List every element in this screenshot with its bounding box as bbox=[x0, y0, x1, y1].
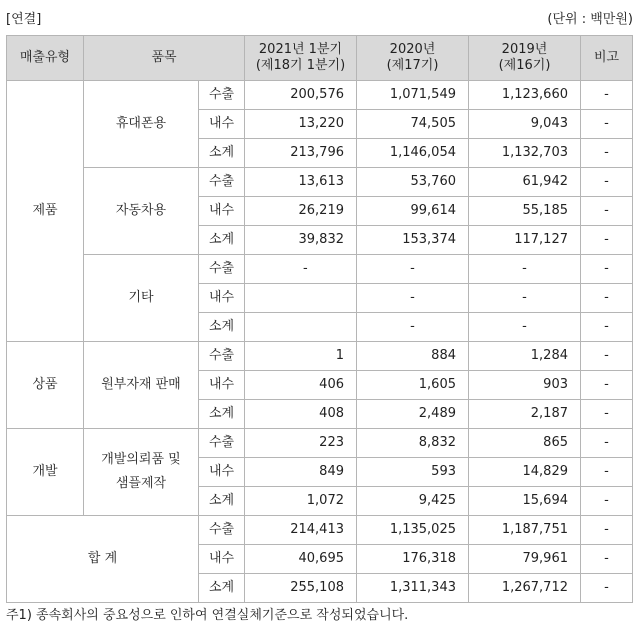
note-value: - bbox=[581, 110, 633, 139]
value-2020: 884 bbox=[357, 342, 469, 371]
value-2019: 79,961 bbox=[469, 545, 581, 574]
value-2020: 176,318 bbox=[357, 545, 469, 574]
value-2021q1: 849 bbox=[245, 458, 357, 487]
value-2021q1: 39,832 bbox=[245, 226, 357, 255]
value-2020: 1,135,025 bbox=[357, 516, 469, 545]
note-value: - bbox=[581, 458, 633, 487]
value-2019: 1,267,712 bbox=[469, 574, 581, 603]
table-row bbox=[7, 342, 633, 371]
value-2021q1 bbox=[245, 284, 357, 313]
value-2021q1: 408 bbox=[245, 400, 357, 429]
col-header-note: 비고 bbox=[581, 36, 633, 81]
sub-type: 수출 bbox=[199, 429, 245, 458]
value-2020: 53,760 bbox=[357, 168, 469, 197]
note-value: - bbox=[581, 574, 633, 603]
value-2019: 117,127 bbox=[469, 226, 581, 255]
note-value: - bbox=[581, 371, 633, 400]
sub-type: 소계 bbox=[199, 487, 245, 516]
value-2021q1: - bbox=[245, 255, 357, 284]
col-header-2021q1-line1: 2021년 1분기 bbox=[258, 42, 343, 58]
value-2020: 153,374 bbox=[357, 226, 469, 255]
note-value: - bbox=[581, 255, 633, 284]
value-2021q1: 40,695 bbox=[245, 545, 357, 574]
sub-type: 소계 bbox=[199, 400, 245, 429]
note-value: - bbox=[581, 284, 633, 313]
note-value: - bbox=[581, 81, 633, 110]
header-row bbox=[7, 36, 633, 81]
note-value: - bbox=[581, 516, 633, 545]
value-2021q1: 13,613 bbox=[245, 168, 357, 197]
value-2020: 2,489 bbox=[357, 400, 469, 429]
col-header-2020-line1: 2020년 bbox=[389, 42, 436, 58]
value-2020: 99,614 bbox=[357, 197, 469, 226]
col-header-item: 품목 bbox=[84, 36, 245, 81]
item-other: 기타 bbox=[84, 255, 199, 342]
note-value: - bbox=[581, 545, 633, 574]
col-header-type: 매출유형 bbox=[7, 36, 84, 81]
value-2021q1: 1,072 bbox=[245, 487, 357, 516]
value-2020: 1,311,343 bbox=[357, 574, 469, 603]
item-phone: 휴대폰용 bbox=[84, 81, 199, 168]
value-2019: 903 bbox=[469, 371, 581, 400]
value-2019: 15,694 bbox=[469, 487, 581, 516]
value-2021q1 bbox=[245, 313, 357, 342]
item-raw-materials: 원부자재 판매 bbox=[84, 342, 199, 429]
col-header-2019 bbox=[469, 36, 581, 81]
sales-type-product: 제품 bbox=[7, 81, 84, 342]
table-row bbox=[7, 429, 633, 458]
value-2019: 1,284 bbox=[469, 342, 581, 371]
value-2019: 1,123,660 bbox=[469, 81, 581, 110]
value-2021q1: 213,796 bbox=[245, 139, 357, 168]
value-2019: - bbox=[469, 284, 581, 313]
value-2021q1: 200,576 bbox=[245, 81, 357, 110]
value-2019: 865 bbox=[469, 429, 581, 458]
note-value: - bbox=[581, 197, 633, 226]
value-2019: - bbox=[469, 313, 581, 342]
note-value: - bbox=[581, 487, 633, 516]
item-automotive: 자동차용 bbox=[84, 168, 199, 255]
sub-type: 소계 bbox=[199, 226, 245, 255]
item-dev-samples-line2: 샘플제작 bbox=[115, 476, 167, 491]
sub-type: 소계 bbox=[199, 574, 245, 603]
col-header-2020-line2: (제17기) bbox=[386, 58, 439, 73]
note-value: - bbox=[581, 342, 633, 371]
sales-type-development: 개발 bbox=[7, 429, 84, 516]
table-row bbox=[7, 255, 633, 284]
sub-type: 내수 bbox=[199, 284, 245, 313]
value-2020: 8,832 bbox=[357, 429, 469, 458]
value-2019: 61,942 bbox=[469, 168, 581, 197]
value-2019: 1,132,703 bbox=[469, 139, 581, 168]
table-scope-label: [연결] bbox=[6, 12, 42, 27]
sub-type: 수출 bbox=[199, 255, 245, 284]
value-2021q1: 26,219 bbox=[245, 197, 357, 226]
sub-type: 소계 bbox=[199, 139, 245, 168]
value-2019: 14,829 bbox=[469, 458, 581, 487]
unit-label: (단위 : 백만원) bbox=[547, 12, 633, 27]
value-2020: 1,071,549 bbox=[357, 81, 469, 110]
value-2021q1: 13,220 bbox=[245, 110, 357, 139]
sales-type-goods: 상품 bbox=[7, 342, 84, 429]
total-label: 합 계 bbox=[7, 516, 199, 603]
value-2021q1: 406 bbox=[245, 371, 357, 400]
sub-type: 수출 bbox=[199, 81, 245, 110]
table-row bbox=[7, 168, 633, 197]
sub-type: 수출 bbox=[199, 168, 245, 197]
sub-type: 소계 bbox=[199, 313, 245, 342]
col-header-2019-line2: (제16기) bbox=[498, 58, 551, 73]
value-2019: 1,187,751 bbox=[469, 516, 581, 545]
sales-table bbox=[6, 35, 633, 603]
col-header-2019-line1: 2019년 bbox=[501, 42, 548, 58]
item-dev-samples bbox=[84, 429, 199, 516]
table-row bbox=[7, 81, 633, 110]
sub-type: 내수 bbox=[199, 458, 245, 487]
note-value: - bbox=[581, 139, 633, 168]
note-value: - bbox=[581, 168, 633, 197]
table-row bbox=[7, 516, 633, 545]
value-2020: - bbox=[357, 255, 469, 284]
value-2021q1: 255,108 bbox=[245, 574, 357, 603]
sub-type: 내수 bbox=[199, 197, 245, 226]
value-2021q1: 223 bbox=[245, 429, 357, 458]
note-value: - bbox=[581, 400, 633, 429]
value-2020: 9,425 bbox=[357, 487, 469, 516]
col-header-2020 bbox=[357, 36, 469, 81]
sub-type: 내수 bbox=[199, 545, 245, 574]
footnote: 주1) 종속회사의 중요성으로 인하여 연결실체기준으로 작성되었습니다. bbox=[6, 608, 409, 623]
value-2019: 2,187 bbox=[469, 400, 581, 429]
sub-type: 내수 bbox=[199, 110, 245, 139]
value-2020: 1,146,054 bbox=[357, 139, 469, 168]
col-header-2021q1-line2: (제18기 1분기) bbox=[255, 58, 346, 73]
value-2021q1: 1 bbox=[245, 342, 357, 371]
note-value: - bbox=[581, 429, 633, 458]
note-value: - bbox=[581, 313, 633, 342]
sub-type: 수출 bbox=[199, 516, 245, 545]
value-2020: 74,505 bbox=[357, 110, 469, 139]
value-2020: 593 bbox=[357, 458, 469, 487]
value-2019: 55,185 bbox=[469, 197, 581, 226]
item-dev-samples-line1: 개발의뢰품 및 bbox=[101, 452, 181, 468]
value-2020: - bbox=[357, 284, 469, 313]
sub-type: 수출 bbox=[199, 342, 245, 371]
col-header-2021q1 bbox=[245, 36, 357, 81]
note-value: - bbox=[581, 226, 633, 255]
value-2020: 1,605 bbox=[357, 371, 469, 400]
value-2021q1: 214,413 bbox=[245, 516, 357, 545]
value-2020: - bbox=[357, 313, 469, 342]
value-2019: 9,043 bbox=[469, 110, 581, 139]
value-2019: - bbox=[469, 255, 581, 284]
sub-type: 내수 bbox=[199, 371, 245, 400]
